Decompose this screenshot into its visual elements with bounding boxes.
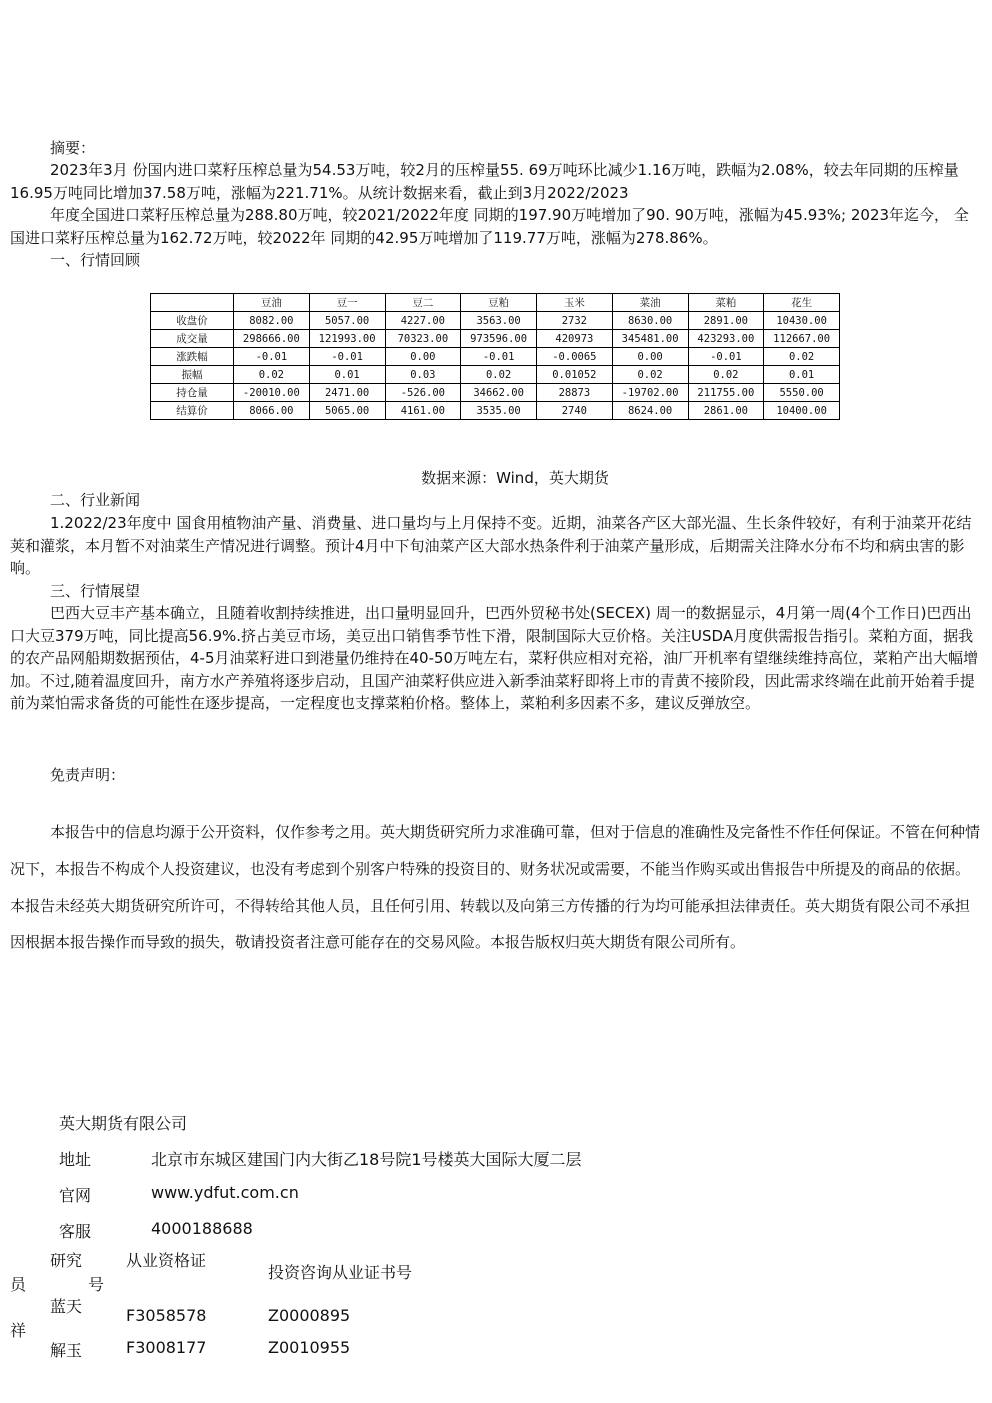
outlook-paragraph: 巴西大豆丰产基本确立，且随着收割持续推进，出口量明显回升，巴西外贸秘书处(SECEX) 周一的数据显示，4月第一周(4个工作日)巴西出口大豆379万吨，同比提高56.9%.挤占美豆市场，美豆出口销售季节性下滑，限制国际大豆价格。关注USDA月度供需报告指引。菜粕方面，据我的农产品网船期数据预估，4-5月油菜籽进口到港量仍维持在40-50万吨左右，菜籽供应相对充裕，油厂开机率有望继续维持高位，菜粕产出大幅增加。不过,随着温度回升，南方水产养殖将逐步启动，且国产油菜籽供应进入新季油菜籽即将上市的青黄不接阶段，因此需求终端在此前开始着手提前为菜怕需求备货的可能性在逐步提高，一定程度也支撑菜粕价格。整体上，菜粕利多因素不多，建议反弹放空。: [10, 604, 979, 712]
table-cell: -20010.00: [234, 384, 310, 402]
data-source: 数据来源：Wind，英大期货: [421, 469, 609, 487]
table-header-cell: 豆油: [234, 294, 310, 312]
table-cell: 3535.00: [461, 402, 537, 420]
table-header-row: [151, 294, 840, 312]
summary-paragraph-2: 年度全国进口菜籽压榨总量为288.80万吨，较2021/2022年度 同期的197.90万吨增加了90. 90万吨，涨幅为45.93%; 2023年迄今， 全国进口菜籽压榨总量为162.72万吨，较2022年 同期的42.95万吨增加了119.77万吨，涨幅为278.86%。: [10, 206, 969, 247]
staff-1-advisory: Z0000895: [268, 1306, 351, 1325]
table-cell: 2732: [537, 312, 613, 330]
section-heading-industry-news: 二、行业新闻: [50, 491, 141, 509]
section-heading-market-review: 一、行情回顾: [50, 251, 141, 269]
table-cell: -19702.00: [612, 384, 688, 402]
staff-1-cert: F3058578: [126, 1306, 207, 1325]
table-header-cell: 豆一: [309, 294, 385, 312]
table-cell: 345481.00: [612, 330, 688, 348]
table-row-label: 结算价: [151, 402, 234, 420]
table-cell: 8066.00: [234, 402, 310, 420]
table-header-cell: 玉米: [537, 294, 613, 312]
table-header-cell: 豆粕: [461, 294, 537, 312]
website-label: 官网: [59, 1186, 92, 1205]
staff-2-name: 解玉: [50, 1341, 83, 1360]
table-header-cell: 豆二: [385, 294, 461, 312]
table-cell: 0.01: [309, 366, 385, 384]
staff-header-cert: 从业资格证: [126, 1251, 207, 1270]
table-cell: 0.02: [764, 348, 840, 366]
table-header-cell: 菜粕: [688, 294, 764, 312]
section-heading-outlook: 三、行情展望: [50, 582, 141, 600]
table-cell: 0.02: [612, 366, 688, 384]
table-row-label: 收盘价: [151, 312, 234, 330]
table-cell: 112667.00: [764, 330, 840, 348]
table-cell: 34662.00: [461, 384, 537, 402]
staff-2-cert: F3008177: [126, 1338, 207, 1357]
table-row-label: 持仓量: [151, 384, 234, 402]
table-cell: 10430.00: [764, 312, 840, 330]
staff-header-advisory: 投资咨询从业证书号: [268, 1263, 413, 1282]
disclaimer-heading: 免责声明：: [50, 766, 126, 784]
table-cell: 0.00: [385, 348, 461, 366]
table-cell: 423293.00: [688, 330, 764, 348]
table-cell: 0.01: [764, 366, 840, 384]
table-row: [151, 312, 840, 330]
staff-header-cert-cont: 号: [88, 1275, 105, 1294]
table-cell: -526.00: [385, 384, 461, 402]
table-cell: 4227.00: [385, 312, 461, 330]
table-cell: 298666.00: [234, 330, 310, 348]
customer-service-label: 客服: [59, 1222, 92, 1241]
table-row: [151, 384, 840, 402]
table-header-cell: 菜油: [612, 294, 688, 312]
table-cell: 420973: [537, 330, 613, 348]
table-cell: -0.01: [688, 348, 764, 366]
staff-header-researcher-cont: 员: [10, 1275, 27, 1294]
customer-service-number: 4000188688: [151, 1219, 253, 1238]
staff-header-researcher: 研究: [50, 1251, 83, 1270]
staff-1-name-cont: 祥: [10, 1321, 27, 1340]
table-row: [151, 330, 840, 348]
staff-2-advisory: Z0010955: [268, 1338, 351, 1357]
table-row: [151, 348, 840, 366]
table-cell: 0.00: [612, 348, 688, 366]
table-cell: 5057.00: [309, 312, 385, 330]
staff-1-name: 蓝天: [50, 1297, 83, 1316]
disclaimer-paragraph: 本报告中的信息均源于公开资料，仅作参考之用。英大期货研究所力求准确可靠，但对于信息的准确性及完备性不作任何保证。不管在何种情况下，本报告不构成个人投资建议，也没有考虑到个别客户特殊的投资目的、财务状况或需要，不能当作购买或出售报告中所提及的商品的依据。本报告未经英大期货研究所许可，不得转给其他人员，且任何引用、转载以及向第三方传播的行为均可能承担法律责任。英大期货有限公司不承担因根据本报告操作而导致的损失，敬请投资者注意可能存在的交易风险。本报告版权归英大期货有限公司所有。: [10, 823, 981, 952]
website-link[interactable]: www.ydfut.com.cn: [151, 1183, 299, 1202]
table-cell: 8624.00: [612, 402, 688, 420]
industry-news-paragraph: 1.2022/23年度中 国食用植物油产量、消费量、进口量均与上月保持不变。近期，油菜各产区大部光温、生长条件较好，有利于油菜开花结荚和灌浆，本月暂不对油菜生产情况进行调整。预计4月中下旬油菜产区大部水热条件利于油菜产量形成，后期需关注降水分布不均和病虫害的影响。: [10, 514, 972, 577]
company-name: 英大期货有限公司: [59, 1114, 188, 1133]
summary-paragraph-1: 2023年3月 份国内进口菜籽压榨总量为54.53万吨，较2月的压榨量55. 69万吨环比减少1.16万吨，跌幅为2.08%，较去年同期的压榨量16.95万吨同比增加37.58万吨，涨幅为221.71%。从统计数据来看，截止到3月2022/2023: [10, 161, 959, 202]
table-cell: 8082.00: [234, 312, 310, 330]
table-cell: 2740: [537, 402, 613, 420]
table-cell: 5065.00: [309, 402, 385, 420]
table-cell: 0.03: [385, 366, 461, 384]
table-cell: 10400.00: [764, 402, 840, 420]
table-cell: 2471.00: [309, 384, 385, 402]
table-row-label: 涨跌幅: [151, 348, 234, 366]
table-cell: 0.02: [688, 366, 764, 384]
address-value: 北京市东城区建国门内大街乙18号院1号楼英大国际大厦二层: [151, 1150, 582, 1169]
table-row: [151, 402, 840, 420]
table-header-cell: [151, 294, 234, 312]
market-data-table: [150, 293, 840, 420]
summary-heading: 摘要：: [50, 139, 96, 157]
table-cell: 2891.00: [688, 312, 764, 330]
address-label: 地址: [59, 1150, 92, 1169]
table-cell: 28873: [537, 384, 613, 402]
table-cell: 0.01052: [537, 366, 613, 384]
table-cell: 211755.00: [688, 384, 764, 402]
table-cell: 2861.00: [688, 402, 764, 420]
table-row-label: 振幅: [151, 366, 234, 384]
table-cell: 0.02: [234, 366, 310, 384]
table-cell: 3563.00: [461, 312, 537, 330]
table-cell: 70323.00: [385, 330, 461, 348]
table-row-label: 成交量: [151, 330, 234, 348]
table-cell: 121993.00: [309, 330, 385, 348]
table-cell: 8630.00: [612, 312, 688, 330]
table-cell: -0.01: [234, 348, 310, 366]
table-header-cell: 花生: [764, 294, 840, 312]
table-row: [151, 366, 840, 384]
table-cell: -0.01: [309, 348, 385, 366]
table-cell: 973596.00: [461, 330, 537, 348]
table-cell: 0.02: [461, 366, 537, 384]
table-cell: 4161.00: [385, 402, 461, 420]
table-cell: -0.01: [461, 348, 537, 366]
table-cell: 5550.00: [764, 384, 840, 402]
table-cell: -0.0065: [537, 348, 613, 366]
